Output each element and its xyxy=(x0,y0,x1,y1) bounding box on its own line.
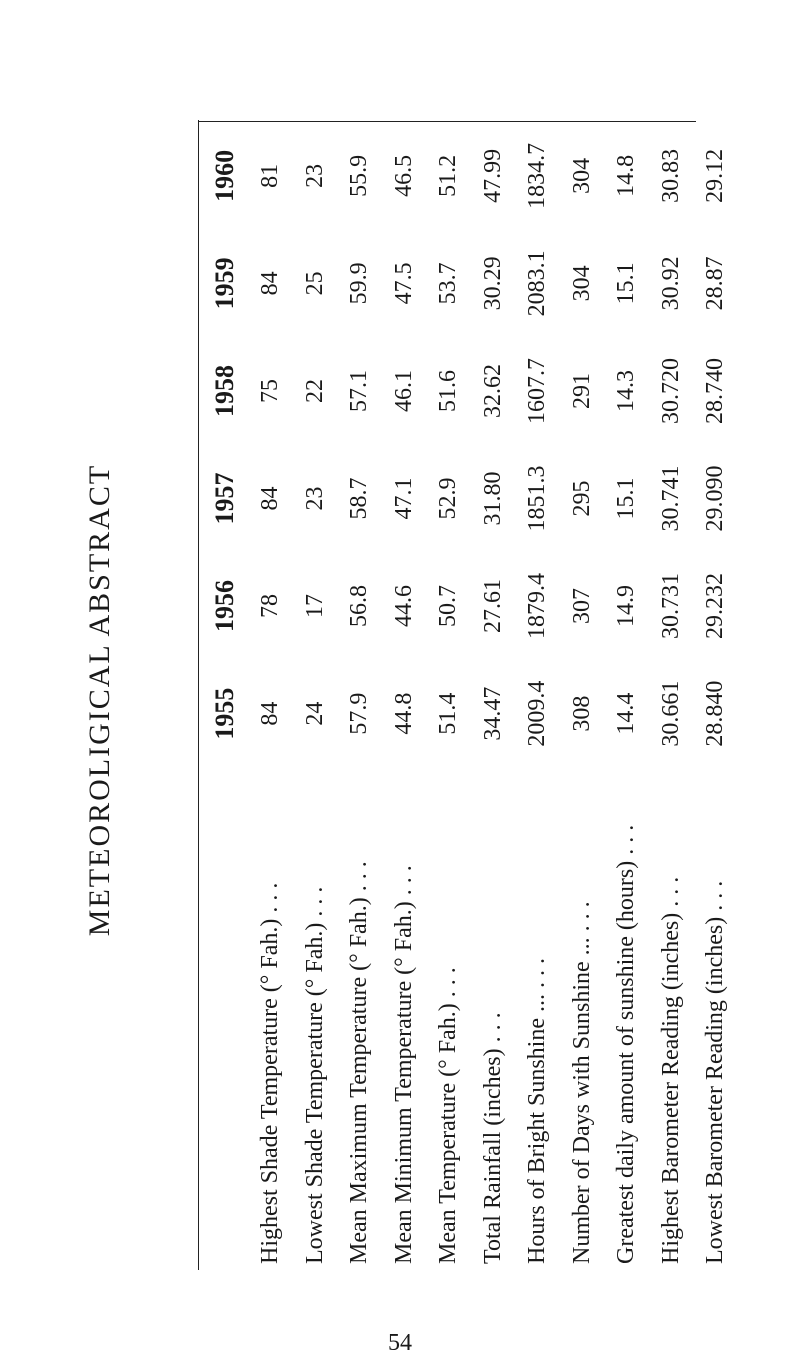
page-title: METEOROLIGICAL ABSTRACT xyxy=(83,463,116,937)
table-cell: 50.7 xyxy=(435,585,462,628)
table-cell: 30.720 xyxy=(657,357,684,424)
table-cell: 2009.4 xyxy=(524,680,551,747)
table-cell: 29.090 xyxy=(702,465,729,532)
label-header xyxy=(202,767,248,1270)
table-cell: 28.840 xyxy=(702,680,729,747)
leader-dots: ... xyxy=(479,1006,506,1043)
header-row xyxy=(202,122,248,1270)
table-cell: 84 xyxy=(257,271,284,296)
table-cell: 32.62 xyxy=(479,363,506,418)
row-label-text: Total Rainfall (inches) xyxy=(479,1048,506,1264)
row-label xyxy=(693,767,738,1270)
table-cell: 2083.1 xyxy=(524,250,551,317)
table-cell: 308 xyxy=(568,695,595,732)
leader-dots: ... xyxy=(524,952,551,988)
table-cell: 30.83 xyxy=(657,148,684,203)
row-label-text: Greatest daily amount of sunshine (hours) xyxy=(613,860,640,1264)
table-cell: 75 xyxy=(257,378,284,403)
table-cell: 31.80 xyxy=(479,471,506,526)
row-label-text: Lowest Barometer Reading (inches) xyxy=(702,916,729,1264)
table-cell: 23 xyxy=(301,163,328,188)
leader-dots: ... xyxy=(702,874,729,911)
table-cell: 14.3 xyxy=(613,369,640,412)
table-cell: 51.4 xyxy=(435,692,462,735)
year-header: 1957 xyxy=(210,472,239,525)
table-cell: 52.9 xyxy=(435,477,462,520)
row-label xyxy=(382,767,427,1270)
table-cell: 46.1 xyxy=(390,369,417,412)
table-row xyxy=(293,122,338,1270)
table-cell: 44.8 xyxy=(390,692,417,735)
year-header: 1959 xyxy=(210,257,239,310)
row-label xyxy=(337,767,382,1270)
leader-dots: ... xyxy=(346,855,373,892)
table-cell: 44.6 xyxy=(390,585,417,628)
table-row xyxy=(382,122,427,1270)
table-row xyxy=(248,122,293,1270)
row-label xyxy=(560,767,605,1270)
year-header: 1958 xyxy=(210,364,239,417)
table-cell: 34.47 xyxy=(479,686,506,741)
table-row xyxy=(337,122,382,1270)
table-cell: 30.661 xyxy=(657,680,684,747)
table-cell: 84 xyxy=(257,486,284,511)
table-cell: 28.740 xyxy=(702,357,729,424)
table-cell: 27.61 xyxy=(479,579,506,634)
table-cell: 29.12 xyxy=(702,148,729,203)
table-row xyxy=(426,122,471,1270)
table-row xyxy=(604,122,649,1270)
table-cell: 46.5 xyxy=(390,154,417,197)
row-label xyxy=(248,767,293,1270)
table-cell: 1851.3 xyxy=(524,465,551,532)
page-number: 54 xyxy=(388,1330,412,1356)
leader-dots: ... xyxy=(568,895,595,932)
row-label-text: Number of Days with Sunshine ... xyxy=(568,937,595,1264)
table-cell: 81 xyxy=(257,163,284,188)
table-row xyxy=(515,122,560,1270)
leader-dots: ... xyxy=(390,859,417,896)
table-cell: 307 xyxy=(568,588,595,625)
table-cell: 25 xyxy=(301,271,328,296)
leader-dots: ... xyxy=(301,880,328,917)
table-cell: 14.9 xyxy=(613,585,640,628)
table-row xyxy=(649,122,694,1270)
row-label-text: Mean Temperature (° Fah.) xyxy=(435,1003,462,1264)
table-cell: 304 xyxy=(568,157,595,194)
table-cell: 22 xyxy=(301,378,328,403)
table-cell: 295 xyxy=(568,480,595,517)
table-cell: 24 xyxy=(301,701,328,726)
table-cell: 1879.4 xyxy=(524,573,551,640)
row-label-text: Highest Barometer Reading (inches) xyxy=(657,912,684,1264)
table-cell: 57.1 xyxy=(346,369,373,412)
table-cell: 30.741 xyxy=(657,465,684,532)
table-cell: 14.4 xyxy=(613,692,640,735)
row-label xyxy=(515,767,560,1270)
table-cell: 78 xyxy=(257,594,284,619)
table-cell: 29.232 xyxy=(702,573,729,640)
rotated-page xyxy=(80,120,729,1280)
table-cell: 57.9 xyxy=(346,692,373,735)
table-cell: 47.99 xyxy=(479,148,506,203)
row-label-text: Hours of Bright Sunshine ... xyxy=(524,994,551,1264)
table-cell: 28.87 xyxy=(702,256,729,311)
table-cell: 47.5 xyxy=(390,262,417,305)
year-header: 1956 xyxy=(210,580,239,633)
row-label-text: Lowest Shade Temperature (° Fah.) xyxy=(301,922,328,1264)
table-cell: 30.29 xyxy=(479,256,506,311)
table-cell: 1834.7 xyxy=(524,142,551,209)
table-cell: 15.1 xyxy=(613,477,640,520)
table-cell: 1607.7 xyxy=(524,357,551,424)
table-cell: 58.7 xyxy=(346,477,373,520)
table-cell: 59.9 xyxy=(346,262,373,305)
table-row xyxy=(693,122,738,1270)
table-row xyxy=(560,122,605,1270)
table-cell: 47.1 xyxy=(390,477,417,520)
table-cell: 17 xyxy=(301,594,328,619)
table-cell: 51.6 xyxy=(435,369,462,412)
leader-dots: ... xyxy=(613,818,640,855)
table-cell: 15.1 xyxy=(613,262,640,305)
table-cell: 23 xyxy=(301,486,328,511)
table-row xyxy=(471,122,516,1270)
row-label xyxy=(293,767,338,1270)
row-label-text: Highest Shade Temperature (° Fah.) xyxy=(257,918,284,1264)
table-cell: 55.9 xyxy=(346,154,373,197)
table-cell: 30.92 xyxy=(657,256,684,311)
abstract-table xyxy=(202,122,738,1270)
leader-dots: ... xyxy=(657,870,684,907)
row-label xyxy=(471,767,516,1270)
table-frame-line xyxy=(198,120,199,1270)
table-cell: 56.8 xyxy=(346,585,373,628)
row-label xyxy=(426,767,471,1270)
table-cell: 30.731 xyxy=(657,573,684,640)
table-cell: 84 xyxy=(257,701,284,726)
leader-dots: ... xyxy=(257,876,284,913)
year-header: 1960 xyxy=(210,149,239,202)
table-cell: 51.2 xyxy=(435,154,462,197)
table-cell: 53.7 xyxy=(435,262,462,305)
row-label xyxy=(649,767,694,1270)
year-header: 1955 xyxy=(210,687,239,740)
table-cell: 291 xyxy=(568,372,595,409)
table-cell: 14.8 xyxy=(613,154,640,197)
row-label xyxy=(604,767,649,1270)
leader-dots: ... xyxy=(435,961,462,998)
table-cell: 304 xyxy=(568,265,595,302)
row-label-text: Mean Maximum Temperature (° Fah.) xyxy=(346,897,373,1264)
row-label-text: Mean Minimum Temperature (° Fah.) xyxy=(390,901,417,1264)
